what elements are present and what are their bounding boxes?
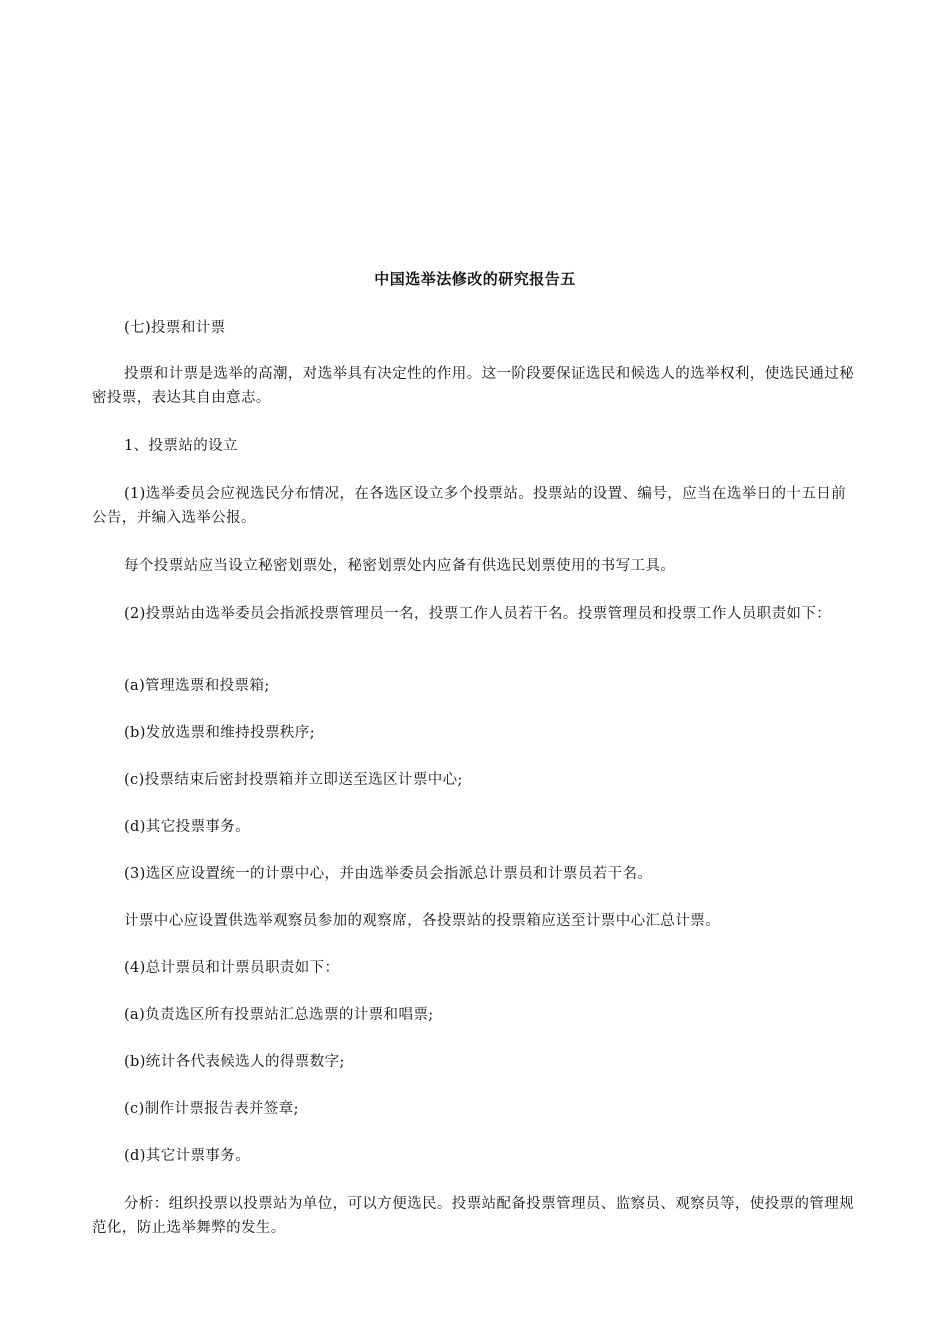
paragraph-item-1: (1)选举委员会应视选民分布情况，在各选区设立多个投票站。投票站的设置、编号，应当在选举日的十五日前公告，并编入选举公报。 [92,486,847,526]
list-item-4a: (a)负责选区所有投票站汇总选票的计票和唱票; [124,1007,434,1023]
list-item-2d: (d)其它投票事务。 [124,819,251,835]
paragraph-item-3: (3)选区应设置统一的计票中心，并由选举委员会指派总计票员和计票员若干名。 [124,866,653,882]
document-title: 中国选举法修改的研究报告五 [374,270,576,288]
paragraph-item-4: (4)总计票员和计票员职责如下： [124,960,340,976]
subheading-polling-station-setup: 1、投票站的设立 [124,438,238,454]
paragraph-item-2: (2)投票站由选举委员会指派投票管理员一名，投票工作人员若干名。投票管理员和投票工作人员职责如下： [124,606,832,622]
paragraph-secret-booth: 每个投票站应当设立秘密划票处，秘密划票处内应备有供选民划票使用的书写工具。 [124,558,676,574]
section-heading-voting-counting: (七)投票和计票 [124,320,226,336]
paragraph-analysis: 分析：组织投票以投票站为单位，可以方便选民。投票站配备投票管理员、监察员、观察员等，使投票的管理规范化，防止选举舞弊的发生。 [92,1196,855,1236]
list-item-2b: (b)发放选票和维持投票秩序; [124,725,315,741]
list-item-4d: (d)其它计票事务。 [124,1148,251,1164]
list-item-4c: (c)制作计票报告表并签章; [124,1101,299,1117]
paragraph-intro: 投票和计票是选举的高潮，对选举具有决定性的作用。这一阶段要保证选民和候选人的选举权利，使选民通过秘密投票，表达其自由意志。 [92,366,855,406]
list-item-4b: (b)统计各代表候选人的得票数字; [124,1054,345,1070]
list-item-2a: (a)管理选票和投票箱; [124,678,270,694]
list-item-2c: (c)投票结束后密封投票箱并立即送至选区计票中心; [124,772,463,788]
paragraph-counting-center: 计票中心应设置供选举观察员参加的观察席，各投票站的投票箱应送至计票中心汇总计票。 [124,913,720,929]
